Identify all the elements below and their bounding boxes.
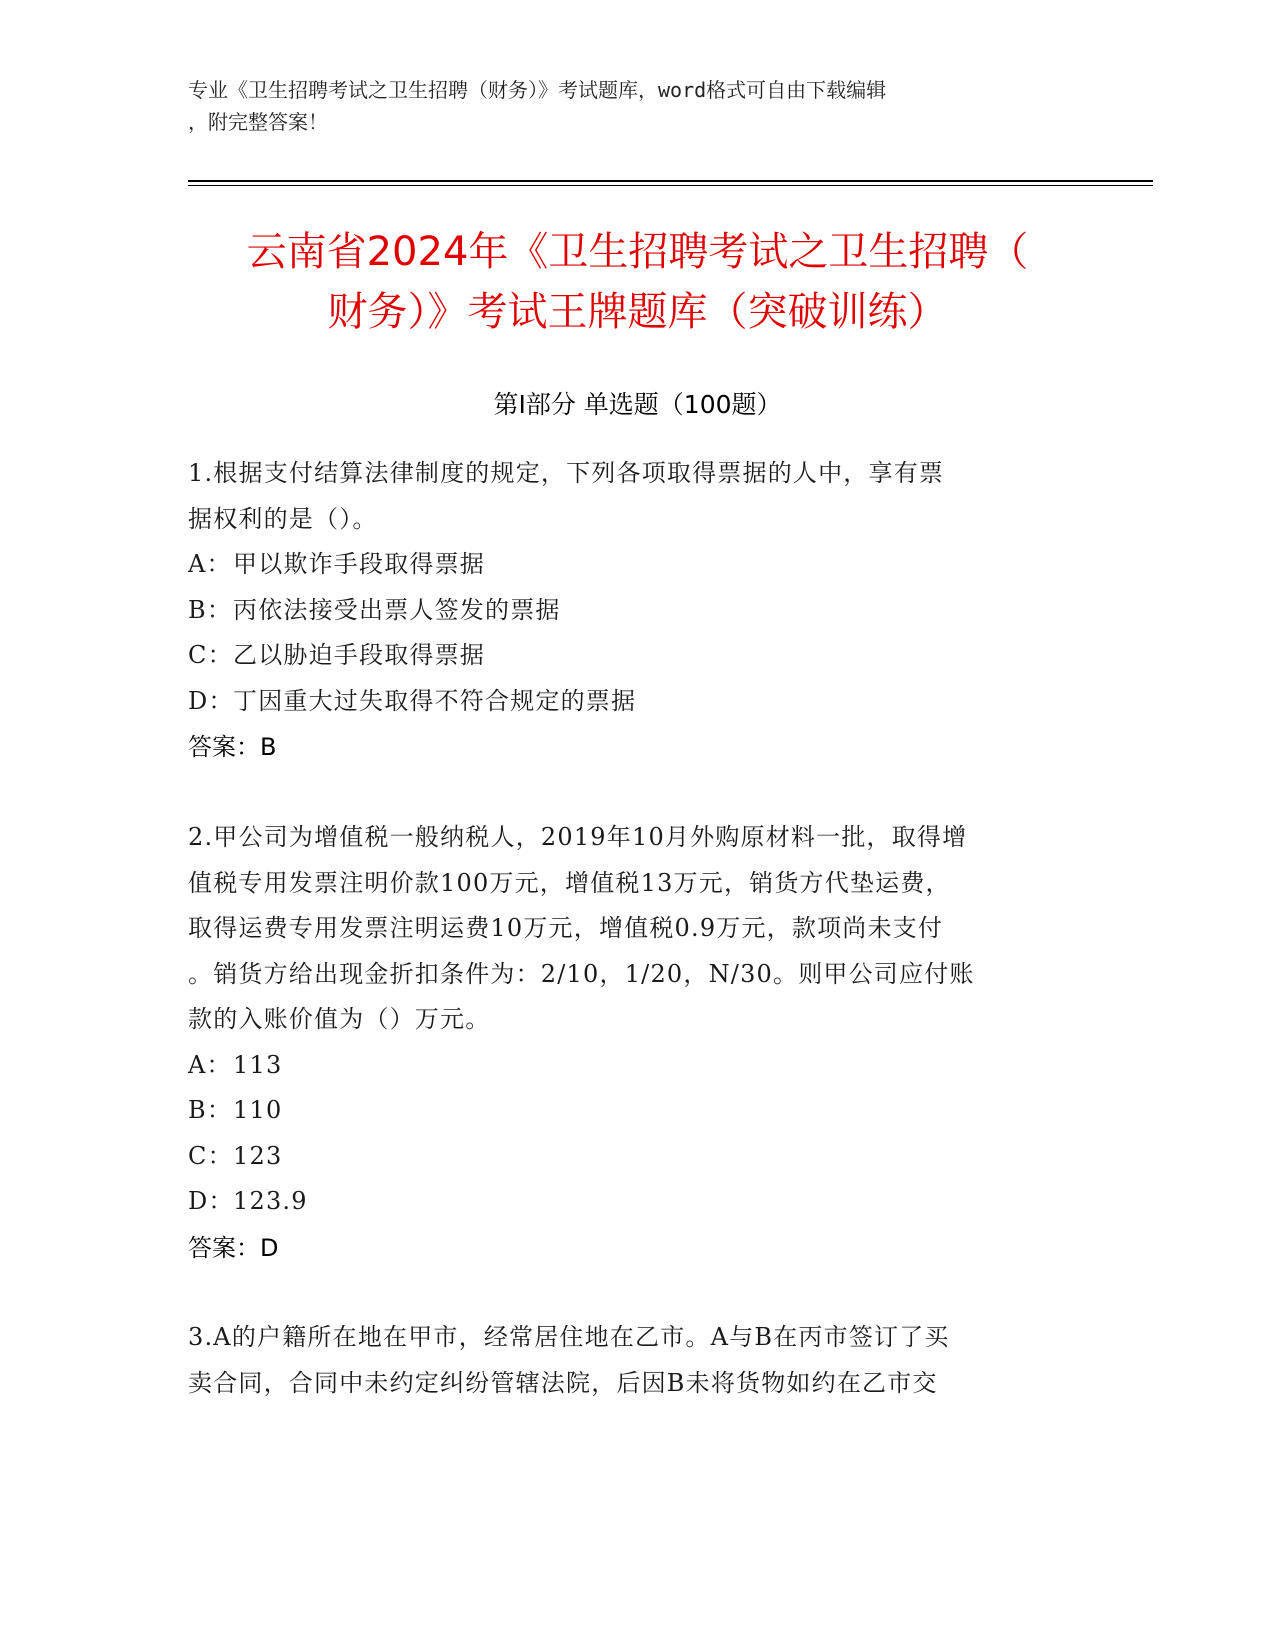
option-key: A： [188,550,232,578]
answer: 答案：D [188,1233,279,1262]
document-title-line1: 云南省2024年《卫生招聘考试之卫生招聘（ [246,229,1029,275]
document-title [150,222,1125,342]
option-key: C： [188,641,233,669]
question-stem: 2.甲公司为增值税一般纳税人，2019年10月外购原材料一批，取得增 值税专用发票注明价款100万元，增值税13万元，销货方代垫运费， 取得运费专用发票注明运费10万元，增值税0.9万元，款项尚未支付 。销货方给出现金折扣条件为：2/10，1/20，N/30。则甲公司应付账 款的入账价值为（）万元。 [188,823,975,1033]
option-text: 丁因重大过失取得不符合规定的票据 [233,686,637,715]
option-text: 丙依法接受出票人签发的票据 [233,595,561,624]
question-stem: 3.A的户籍所在地在甲市，经常居住地在乙市。A与B在丙市签订了买 卖合同，合同中未约定纠纷管辖法院，后因B未将货物如约在乙市交 [188,1323,950,1397]
question-1 [188,451,1088,770]
question-stem: 1.根据支付结算法律制度的规定，下列各项取得票据的人中，享有票 据权利的是（）。 [188,459,945,533]
option-b [188,588,1088,634]
question-2 [188,815,1088,1271]
option-text: 110 [233,1096,283,1124]
option-key: D： [188,686,234,715]
option-key: D： [188,1187,234,1215]
question-3 [188,1315,1088,1406]
option-text: 甲以欺诈手段取得票据 [233,550,485,578]
option-key: B： [188,1096,233,1124]
option-a [188,1043,1088,1089]
option-b [188,1088,1088,1134]
header-note: 专业《卫生招聘考试之卫生招聘（财务）》考试题库，word格式可自由下载编辑 ，附完整答案！ [188,78,887,134]
header-rule-thick [188,180,1153,182]
section-title: 第Ⅰ部分 单选题（100题） [493,390,782,419]
option-text: 113 [233,1050,283,1079]
answer: 答案：B [188,733,277,761]
option-text: 123 [233,1141,283,1170]
option-text: 123.9 [233,1187,308,1215]
option-key: B： [188,595,233,624]
document-title-line2: 财务）》考试王牌题库（突破训练） [327,289,948,335]
header-rule-thin [188,185,1153,186]
option-c [188,1134,1088,1180]
option-key: C： [188,1141,233,1170]
option-a [188,542,1088,588]
option-c [188,633,1088,679]
option-text: 乙以胁迫手段取得票据 [233,641,485,669]
option-d [188,679,1088,725]
option-d [188,1179,1088,1225]
option-key: A： [188,1050,232,1079]
